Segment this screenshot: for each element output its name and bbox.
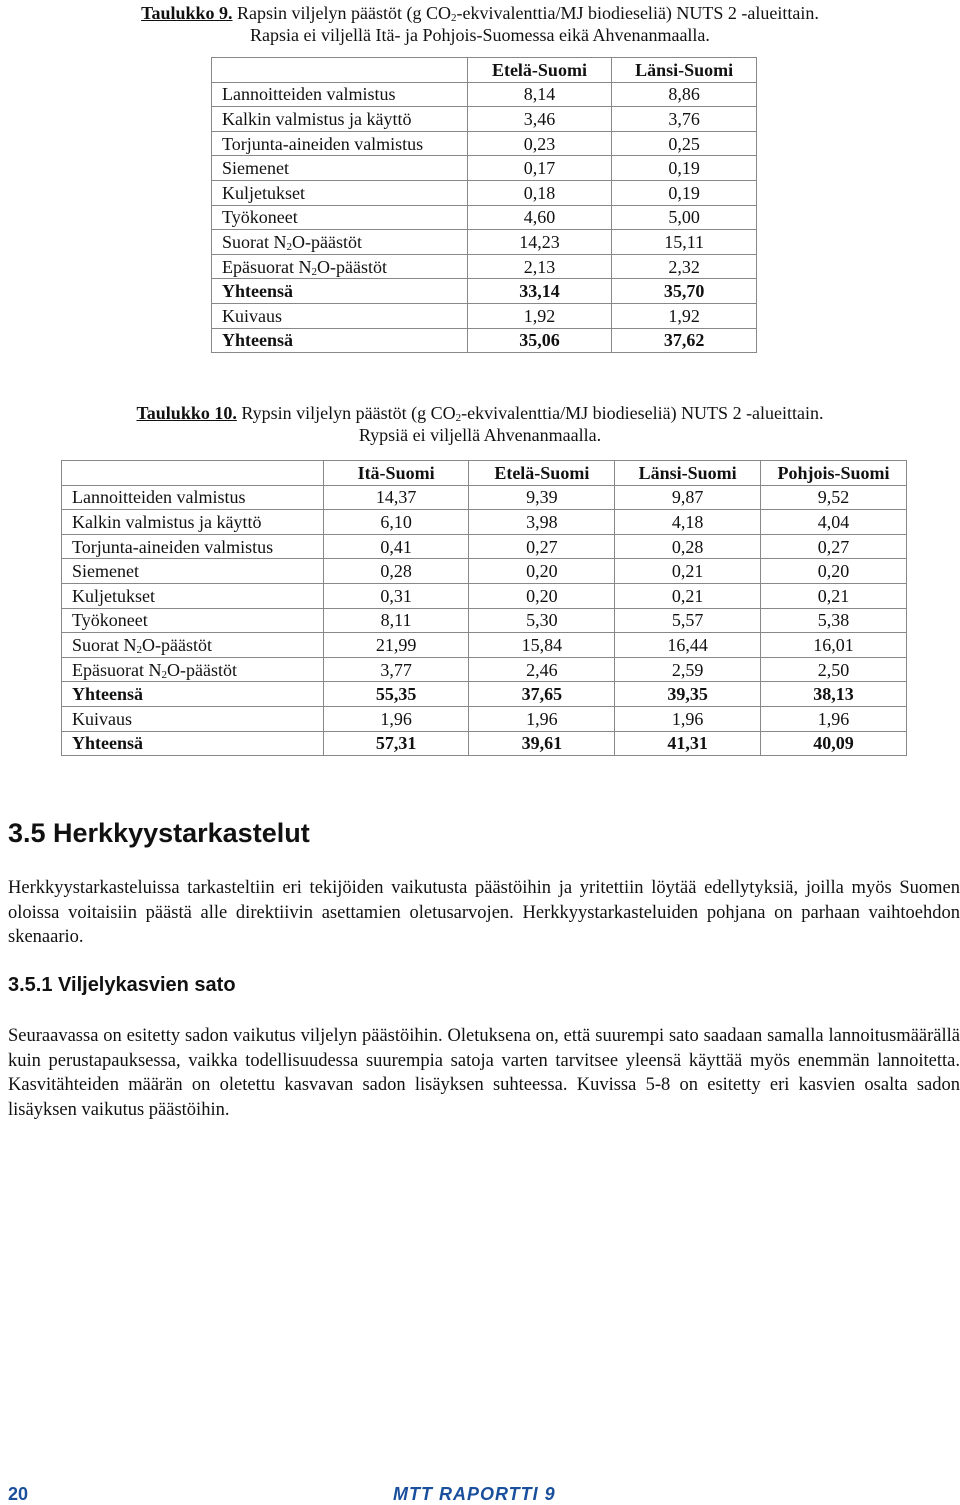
row-label-part: Epäsuorat N (222, 256, 312, 277)
table9-row-label: Lannoitteiden valmistus (212, 82, 468, 107)
table10-row (62, 485, 907, 510)
table10-row (62, 731, 907, 756)
table10-row (62, 608, 907, 633)
table9-row-label: Työkoneet (212, 205, 468, 230)
table9-cell: 1,92 (612, 303, 757, 328)
row-label-part: O-päästöt (316, 256, 387, 277)
table10-row (62, 583, 907, 608)
table10-cell: 5,57 (615, 608, 761, 633)
table9-cell: 35,06 (467, 328, 612, 353)
table10-cell: 16,44 (615, 633, 761, 658)
table9-cell: 3,46 (467, 107, 612, 132)
table9-row (212, 107, 757, 132)
table10-cell: 2,46 (469, 657, 615, 682)
table10-cell: 16,01 (761, 633, 907, 658)
table10-cell: 40,09 (761, 731, 907, 756)
table10-cell: 38,13 (761, 682, 907, 707)
table9-cell: 0,23 (467, 131, 612, 156)
table9-row-label: Kuivaus (212, 303, 468, 328)
table9-row-label: Kuljetukset (212, 180, 468, 205)
table10-cell: 0,27 (761, 534, 907, 559)
page-number: 20 (8, 1484, 29, 1504)
table9-caption (0, 2, 960, 46)
table10-cell: 3,98 (469, 510, 615, 535)
table9-row (212, 279, 757, 304)
table9-row-label (212, 230, 468, 255)
table10-cell: 0,21 (615, 583, 761, 608)
table10-cell: 41,31 (615, 731, 761, 756)
table10-row-label: Kuivaus (62, 706, 324, 731)
table10-cell: 3,77 (323, 657, 469, 682)
table10-row-label: Siemenet (62, 559, 324, 584)
table9-caption-text-2: -ekvivalenttia/MJ biodieseliä) NUTS 2 -alueittain. (456, 3, 819, 23)
table10-row-label: Kalkin valmistus ja käyttö (62, 510, 324, 535)
table9-row (212, 82, 757, 107)
table10-cell: 1,96 (761, 706, 907, 731)
table9-row (212, 328, 757, 353)
table10-row-label: Yhteensä (62, 682, 324, 707)
table10-row-label: Työkoneet (62, 608, 324, 633)
table10-column-header: Etelä-Suomi (469, 461, 615, 486)
row-label-part: Suorat N (72, 634, 137, 655)
table10-cell: 1,96 (323, 706, 469, 731)
subsection-paragraph: Seuraavassa on esitetty sadon vaikutus viljelyn päästöihin. Oletuksena on, että suurempi sato saadaan samalla lannoitusmäärällä kuin perustapauksessa, vaikka todellisuudessa suurempia satoja varten tarvitsee yleensä käyttää myös enemmän lannoitetta. Kasvitähteiden määrän on oletettu kasvavan sadon lisäyksen suhteessa. Kuvissa 5-8 on esitetty eri kasvien osalta sadon lisäyksen vaikutus päästöihin. (8, 1026, 960, 1120)
table10-cell: 0,31 (323, 583, 469, 608)
table10-cell: 57,31 (323, 731, 469, 756)
table10-row (62, 534, 907, 559)
row-label-subscript: 2 (136, 643, 142, 656)
table10-cell: 5,30 (469, 608, 615, 633)
table10-cell: 0,21 (615, 559, 761, 584)
table10-row (62, 510, 907, 535)
row-label-subscript: 2 (161, 668, 167, 681)
table10-caption-text-2: -ekvivalenttia/MJ biodieseliä) NUTS 2 -alueittain. (461, 403, 824, 423)
row-label-part: Suorat N (222, 231, 287, 252)
table9-cell: 3,76 (612, 107, 757, 132)
table10-cell: 0,27 (469, 534, 615, 559)
table9-row (212, 230, 757, 255)
table9-cell: 0,25 (612, 131, 757, 156)
table9-row-label: Torjunta-aineiden valmistus (212, 131, 468, 156)
table10-cell: 9,87 (615, 485, 761, 510)
table9-cell: 8,14 (467, 82, 612, 107)
table10-cell: 0,28 (323, 559, 469, 584)
table9-cell: 33,14 (467, 279, 612, 304)
row-label-part: O-päästöt (166, 659, 237, 680)
table9-header-row (212, 58, 757, 83)
table10-cell: 0,20 (469, 583, 615, 608)
table10-row-label: Kuljetukset (62, 583, 324, 608)
publication-logo: MTT RAPORTTI 9 (393, 1484, 556, 1504)
table10-cell: 0,21 (761, 583, 907, 608)
table10-caption-line2: Rypsiä ei viljellä Ahvenanmaalla. (358, 425, 602, 445)
table10-cell: 55,35 (323, 682, 469, 707)
row-label-subscript: 2 (311, 265, 317, 278)
table9-row (212, 131, 757, 156)
table10-cell: 1,96 (469, 706, 615, 731)
table10-cell: 0,20 (469, 559, 615, 584)
table9-caption-line1 (0, 2, 960, 24)
table10-row-label: Yhteensä (62, 731, 324, 756)
table10-cell: 37,65 (469, 682, 615, 707)
table10-cell: 14,37 (323, 485, 469, 510)
table10-cell: 4,18 (615, 510, 761, 535)
table10-cell: 15,84 (469, 633, 615, 658)
table9-cell: 2,32 (612, 254, 757, 279)
table9-cell: 15,11 (612, 230, 757, 255)
table10-cell: 2,59 (615, 657, 761, 682)
table9-cell: 2,13 (467, 254, 612, 279)
row-label-part: O-päästöt (142, 634, 212, 655)
table10-row (62, 657, 907, 682)
table9-row-label: Yhteensä (212, 328, 468, 353)
table9-row (212, 156, 757, 181)
table9-cell: 4,60 (467, 205, 612, 230)
table10-cell: 0,20 (761, 559, 907, 584)
table9-cell: 14,23 (467, 230, 612, 255)
table9-cell: 0,17 (467, 156, 612, 181)
table10-cell: 2,50 (761, 657, 907, 682)
table10-row (62, 559, 907, 584)
table10-cell: 0,28 (615, 534, 761, 559)
table10-cell: 9,52 (761, 485, 907, 510)
table9-caption-line2: Rapsia ei viljellä Itä- ja Pohjois-Suomessa eikä Ahvenanmaalla. (250, 25, 710, 45)
table9-cell: 0,19 (612, 156, 757, 181)
table9-cell: 37,62 (612, 328, 757, 353)
section-paragraph: Herkkyystarkasteluissa tarkasteltiin eri tekijöiden vaikutusta päästöihin ja yritettiin löytää edellytyksiä, joilla myös Suomen oloissa voitaisiin päästä alle direktiivin asettamien oletusarvojen. Herkkyystarkasteluiden pohjana on parhaan vaihtoehdon skenaario. (8, 878, 960, 947)
table10-cell: 1,96 (615, 706, 761, 731)
table10-caption (0, 402, 960, 446)
table9-row (212, 303, 757, 328)
table10-column-header: Länsi-Suomi (615, 461, 761, 486)
table10-row-label: Lannoitteiden valmistus (62, 485, 324, 510)
table10-cell: 4,04 (761, 510, 907, 535)
table9-row (212, 254, 757, 279)
table10-cell: 39,35 (615, 682, 761, 707)
table9-caption-text: Rapsin viljelyn päästöt (g CO (232, 3, 451, 23)
table10-cell: 6,10 (323, 510, 469, 535)
table9-cell: 1,92 (467, 303, 612, 328)
table9-row-label (212, 254, 468, 279)
row-label-subscript: 2 (286, 240, 292, 253)
table9-column-header: Etelä-Suomi (467, 58, 612, 83)
table9-column-header: Länsi-Suomi (612, 58, 757, 83)
table9-label: Taulukko 9. (141, 3, 233, 23)
table9-cell: 8,86 (612, 82, 757, 107)
table10-corner-cell (62, 461, 324, 486)
table10-caption-sub: 2 (455, 412, 462, 424)
row-label-part: O-päästöt (292, 231, 362, 252)
table9-row-label: Kalkin valmistus ja käyttö (212, 107, 468, 132)
row-label-part: Epäsuorat N (72, 659, 162, 680)
table9-corner-cell (212, 58, 468, 83)
table10-row (62, 706, 907, 731)
table10-cell: 0,41 (323, 534, 469, 559)
table9-cell: 0,18 (467, 180, 612, 205)
subsection-heading: 3.5.1 Viljelykasvien sato (8, 974, 236, 996)
table10-cell: 5,38 (761, 608, 907, 633)
table10-label: Taulukko 10. (136, 403, 237, 423)
table9-cell: 5,00 (612, 205, 757, 230)
table9-row-label: Siemenet (212, 156, 468, 181)
table10-column-header: Pohjois-Suomi (761, 461, 907, 486)
table10-caption-text: Rypsin viljelyn päästöt (g CO (236, 403, 456, 423)
table9-cell: 0,19 (612, 180, 757, 205)
table10-caption-line1 (0, 402, 960, 424)
table10-cell: 8,11 (323, 608, 469, 633)
table10-header-row (62, 461, 907, 486)
table10-row-label (62, 633, 324, 658)
table9-cell: 35,70 (612, 279, 757, 304)
table10-row (62, 633, 907, 658)
table9-row-label: Yhteensä (212, 279, 468, 304)
table10-row-label (62, 657, 324, 682)
table9-row (212, 205, 757, 230)
table10-cell: 9,39 (469, 485, 615, 510)
table9 (211, 57, 757, 353)
table9-row (212, 180, 757, 205)
table10-column-header: Itä-Suomi (323, 461, 469, 486)
table10 (61, 460, 907, 756)
table10-row (62, 682, 907, 707)
table10-cell: 21,99 (323, 633, 469, 658)
table10-cell: 39,61 (469, 731, 615, 756)
table10-row-label: Torjunta-aineiden valmistus (62, 534, 324, 559)
table9-caption-sub: 2 (450, 12, 457, 24)
section-heading: 3.5 Herkkyystarkastelut (8, 818, 310, 848)
